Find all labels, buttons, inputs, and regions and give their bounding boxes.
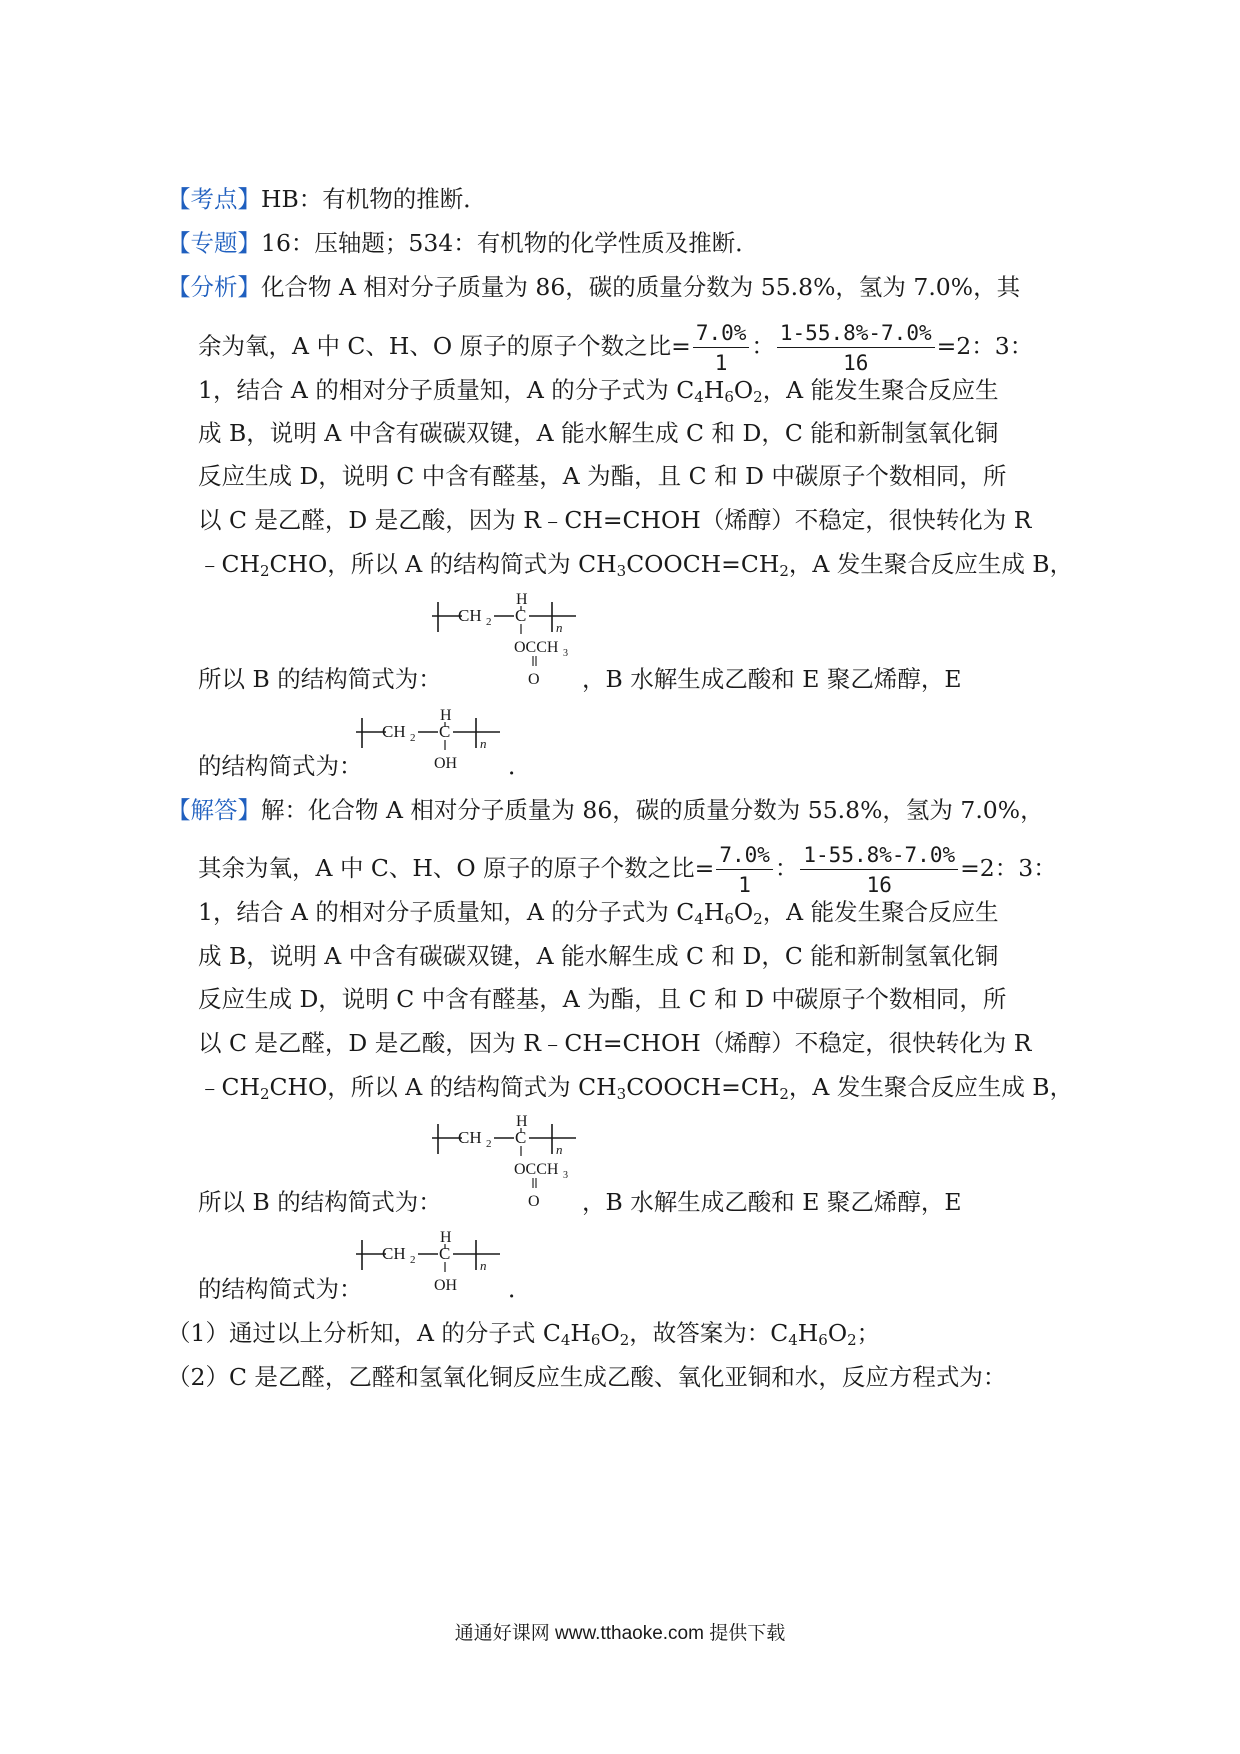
polyvinyl-alcohol-structure [352, 706, 512, 776]
zhuanti-tag: 【专题】 [167, 229, 261, 257]
text-seg: CHO，所以 A 的结构简式为 CH [269, 550, 617, 578]
subscript: 3 [616, 1085, 627, 1103]
fenxi-line-1 [167, 271, 1020, 303]
ch2-label: CH [382, 722, 406, 741]
jieda-line-6: 以 C 是乙醛，D 是乙酸，因为 R﹣CH=CHOH（烯醇）不稳定，很快转化为 R [198, 1029, 1032, 1057]
text-seg: 其余为氧，A 中 C、H、O 原子的原子个数之比= [198, 854, 715, 882]
subscript: 2 [259, 1085, 270, 1103]
subscript: 2 [259, 562, 270, 580]
text-seg: O [827, 1319, 848, 1347]
fenxi-line-3 [198, 374, 999, 406]
jieda-line-8a: 所以 B 的结构简式为： [198, 1188, 442, 1216]
subscript: 2 [779, 562, 789, 580]
frac-denominator: 16 [843, 350, 869, 375]
jieda-line-8b: ，B 水解生成乙酸和 E 聚乙烯醇，E [582, 1188, 962, 1216]
n-label: n [480, 736, 487, 751]
jieda-fraction-o [800, 843, 958, 897]
occh-label: OCCH [514, 1161, 559, 1178]
fenxi-line-2 [198, 318, 1033, 375]
jieda-line-2 [198, 840, 1057, 897]
subscript: 2 [847, 1331, 857, 1349]
subscript: 6 [724, 910, 734, 928]
fenxi-text-1: 化合物 A 相对分子质量为 86，碳的质量分数为 55.8%，氢为 7.0%，其 [261, 273, 1021, 301]
text-seg: H [703, 898, 725, 926]
zhuanti-text: 16：压轴题；534：有机物的化学性质及推断． [261, 229, 759, 257]
subscript: 4 [694, 910, 704, 928]
answer-2: （2）C 是乙醛，乙醛和氢氧化铜反应生成乙酸、氧化亚铜和水，反应方程式为： [167, 1363, 1007, 1391]
frac-denominator: 16 [866, 872, 892, 897]
c-label: C [515, 606, 527, 625]
ch2-label: CH [382, 1244, 406, 1263]
subscript: 6 [818, 1331, 828, 1349]
c-label: C [439, 1244, 451, 1263]
fenxi-text-2b: =2：3： [936, 332, 1034, 360]
polyvinyl-acetate-structure [428, 590, 588, 694]
jieda-line-7 [198, 1071, 1073, 1103]
subscript: 2 [619, 1331, 630, 1349]
subscript: 2 [753, 910, 763, 928]
frac-denominator: 1 [714, 350, 728, 375]
text-seg: H [570, 1319, 591, 1347]
frac-numerator: 7.0% [716, 843, 773, 870]
text-seg: ，A 发生聚合反应生成 B， [788, 550, 1074, 578]
h-label: H [516, 1113, 528, 1130]
jieda-line-4: 成 B，说明 A 中含有碳碳双键，A 能水解生成 C 和 D，C 能和新制氢氧化铜 [198, 942, 999, 970]
subscript: 4 [788, 1331, 798, 1349]
fenxi-line-8b: ，B 水解生成乙酸和 E 聚乙烯醇，E [582, 665, 962, 693]
frac-denominator: 1 [738, 872, 751, 897]
kaodian-line [167, 183, 487, 215]
kaodian-tag: 【考点】 [167, 185, 261, 213]
zhuanti-line [167, 227, 759, 259]
text-seg: COOCH=CH [626, 550, 780, 578]
ch2-label: CH [458, 1128, 482, 1147]
ch2-label: CH [458, 606, 482, 625]
occh-subscript: 3 [563, 1170, 568, 1181]
fenxi-sep: ： [751, 332, 775, 360]
occh-label: OCCH [514, 639, 559, 656]
c-label: C [439, 722, 451, 741]
subscript: 6 [724, 388, 734, 406]
jieda-fraction-h [716, 843, 773, 897]
ch2-subscript: 2 [486, 1138, 492, 1150]
occh-subscript: 3 [563, 648, 568, 659]
polyvinyl-acetate-structure [428, 1112, 588, 1216]
oh-label: OH [434, 755, 458, 772]
h-label: H [516, 591, 528, 608]
h-label: H [440, 707, 452, 724]
fenxi-tag: 【分析】 [167, 273, 261, 301]
n-label: n [556, 620, 563, 635]
subscript: 3 [616, 562, 627, 580]
text-seg: =2：3： [960, 854, 1057, 882]
oh-label: OH [434, 1277, 458, 1294]
kaodian-text: HB：有机物的推断． [261, 185, 487, 213]
text-seg: 1，结合 A 的相对分子质量知，A 的分子式为 C [198, 376, 695, 404]
text-seg: 1，结合 A 的相对分子质量知，A 的分子式为 C [198, 898, 695, 926]
text-seg: ； [856, 1319, 881, 1347]
fenxi-fraction-o [777, 321, 935, 375]
jieda-line-9-end: ． [508, 1275, 532, 1303]
subscript: 6 [590, 1331, 601, 1349]
frac-numerator: 1-55.8%-7.0% [777, 321, 935, 348]
text-seg: ，A 能发生聚合反应生 [762, 898, 999, 926]
jieda-line-9: 的结构简式为： [198, 1275, 363, 1303]
subscript: 4 [694, 388, 704, 406]
text-seg: H [797, 1319, 819, 1347]
text-seg: O [733, 376, 754, 404]
n-label: n [480, 1258, 487, 1273]
text-seg: ： [774, 854, 799, 882]
h-label: H [440, 1229, 452, 1246]
text-seg: ，故答案为：C [629, 1319, 789, 1347]
fenxi-line-8a: 所以 B 的结构简式为： [198, 665, 442, 693]
polyvinyl-alcohol-structure [352, 1228, 512, 1298]
fenxi-fraction-h [693, 321, 750, 375]
fenxi-text-2a: 余为氧，A 中 C、H、O 原子的原子个数之比= [198, 332, 691, 360]
frac-numerator: 7.0% [693, 321, 750, 348]
text-seg: O [600, 1319, 620, 1347]
jieda-line-3 [198, 896, 999, 928]
answer-1 [167, 1317, 880, 1349]
text-seg: COOCH=CH [626, 1073, 780, 1101]
subscript: 4 [560, 1331, 571, 1349]
c-label: C [515, 1128, 527, 1147]
fenxi-line-6: 以 C 是乙醛，D 是乙酸，因为 R﹣CH=CHOH（烯醇）不稳定，很快转化为 R [198, 506, 1032, 534]
fenxi-line-5: 反应生成 D，说明 C 中含有醛基，A 为酯，且 C 和 D 中碳原子个数相同，所 [198, 462, 1007, 490]
ch2-subscript: 2 [410, 732, 416, 744]
ch2-subscript: 2 [486, 616, 492, 628]
frac-numerator: 1-55.8%-7.0% [800, 843, 958, 870]
fenxi-line-9: 的结构简式为： [198, 752, 363, 780]
jieda-tag: 【解答】 [167, 796, 261, 824]
text-seg: ，A 能发生聚合反应生 [762, 376, 999, 404]
text-seg: ﹣CH [198, 1073, 260, 1101]
o-label: O [528, 671, 540, 688]
footer-credit: 通通好课网 www.tthaoke.com 提供下载 [454, 1623, 786, 1644]
fenxi-line-4: 成 B，说明 A 中含有碳碳双键，A 能水解生成 C 和 D，C 能和新制氢氧化铜 [198, 419, 999, 447]
n-label: n [556, 1142, 563, 1157]
text-seg: （1）通过以上分析知，A 的分子式 C [167, 1319, 561, 1347]
subscript: 2 [753, 388, 763, 406]
jieda-line-5: 反应生成 D，说明 C 中含有醛基，A 为酯，且 C 和 D 中碳原子个数相同，所 [198, 985, 1007, 1013]
o-label: O [528, 1193, 540, 1210]
text-seg: H [703, 376, 725, 404]
text-seg: O [733, 898, 754, 926]
subscript: 2 [779, 1085, 789, 1103]
text-seg: ，A 发生聚合反应生成 B， [788, 1073, 1074, 1101]
jieda-line-1 [167, 794, 1044, 826]
text-seg: ﹣CH [198, 550, 260, 578]
ch2-subscript: 2 [410, 1254, 416, 1266]
jieda-text-1: 解：化合物 A 相对分子质量为 86，碳的质量分数为 55.8%，氢为 7.0%， [261, 796, 1044, 824]
fenxi-line-7 [198, 548, 1073, 580]
fenxi-line-9-end: ． [508, 752, 532, 780]
text-seg: CHO，所以 A 的结构简式为 CH [269, 1073, 617, 1101]
